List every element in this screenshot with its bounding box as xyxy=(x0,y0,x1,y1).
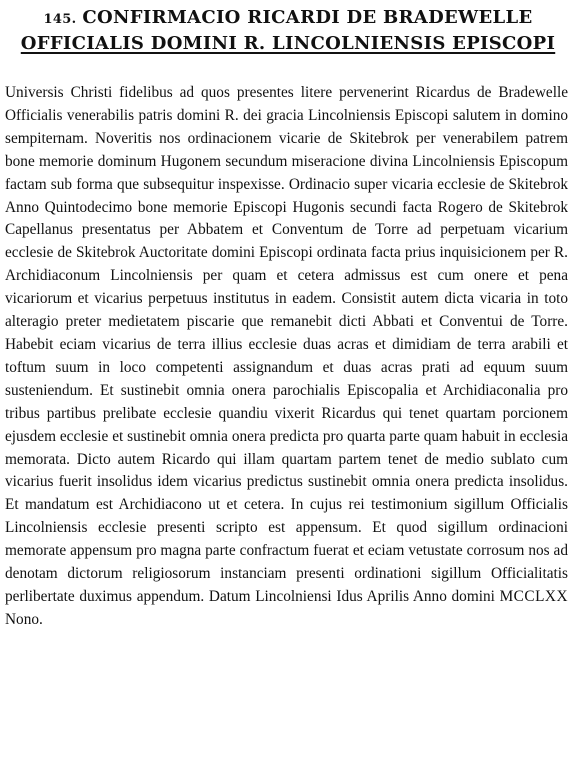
charter-title-line-1 xyxy=(0,6,576,32)
charter-title-text-1: CONFIRMACIO RICARDI DE BRADEWELLE xyxy=(82,7,533,28)
charter-title-line-2: OFFICIALIS DOMINI R. LINCOLNIENSIS EPISCOPI xyxy=(20,33,556,54)
charter-number: 145. xyxy=(43,12,77,27)
charter-date-year: MCCLXX xyxy=(499,587,569,605)
charter-body xyxy=(5,82,568,632)
charter-body-end: Nono. xyxy=(5,610,43,628)
charter-body-text: Universis Christi fidelibus ad quos presentes litere pervenerint Ricardus de Bradewelle Officialis venerabilis patris domini R. dei gracia Lincolniensis Episcopi salutem in domino sempiternam. Noveritis nos ordinacionem vicarie de Skitebrok per venerabilem patrem bone memorie dominum Hugonem secundum miseracione divina Lincolniensis Episcopum factam sub forma que subsequitur inspexisse. Ordinacio super vicaria ecclesie de Skitebrok Anno Quintodecimo bone memorie Episcopi Hugonis secundi facta Rogero de Skitebrok Capellanus presentatus per Abbatem et Conventum de Torre ad perpetuam vicarium ecclesie de Skitebrok Auctoritate domini Episcopi ordinata facta prius inquisicionem per R. Archidiaconum Lincolniensis per quam et cetera admissus est cum onere et pena vicariorum et vicarius perpetuus institutus in eadem. Consistit autem dicta vicaria in toto alteragio preter medietatem piscarie que remanebit dicti Abbati et Conventui de Torre. Habebit eciam vicarius de terra illius ecclesie duas acras et dimidiam de terra arabili et toftum suum in loco competenti assignandum et duas acras prati ad equum suum susteniendum. Et sustinebit omnia onera parochialis Episcopalia et Archidiaconalia pro tribus partibus prelibate ecclesie quandiu vixerit Ricardus qui tenet quartam porcionem ejusdem ecclesie et sustinebit omnia onera predicta pro quarta parte quam habuit in ecclesia memorata. Dicto autem Ricardo qui illam quartam partem tenet de medio sublato cum vicarius fuerit insolidus idem vicarius predictus sustinebit omnia onera predicta insolidus. Et mandatum est Archidiacono ut et cetera. In cujus rei testimonium sigillum Officialis Lincolniensis ecclesie presenti scripto est appensum. Et quod sigillum ordinacioni memorate appensum pro magna parte confractum fuerat et eciam vetustate corrosum nos ad denotam dictorum religiosorum instanciam presenti ordinationi sigillum Officialitatis perlibertate duximus appendum. Datum Lincolniensi Idus Aprilis Anno domini xyxy=(5,84,568,605)
